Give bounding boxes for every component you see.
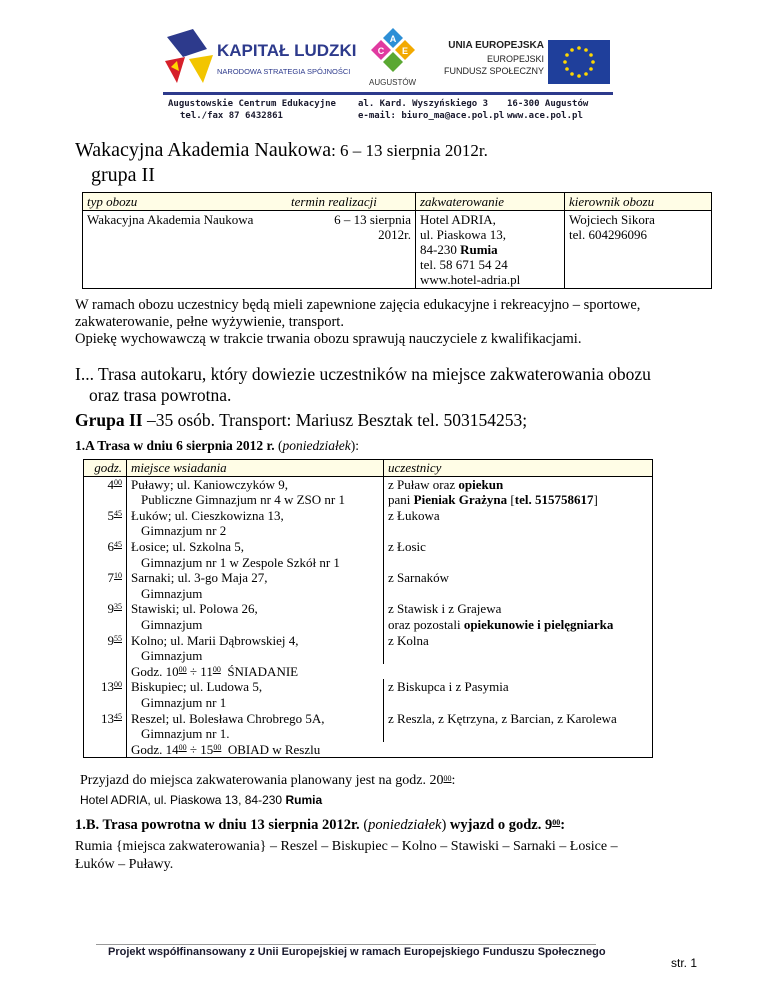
intro-line3: Opiekę wychowawczą w trakcie trwania obozu sprawują nauczyciele z kwalifikacjami. bbox=[75, 331, 582, 347]
footer-text: Projekt współfinansowany z Unii Europejskiej w ramach Europejskiego Funduszu Społecznego bbox=[108, 946, 606, 958]
route-a-table bbox=[83, 459, 653, 758]
return-route-line1: Rumia {miejsca zakwaterowania} – Reszel – Biskupiec – Kolno – Stawiski – Sarnaki – Łosice – bbox=[75, 839, 618, 854]
section-heading bbox=[75, 364, 651, 406]
intro-line1: W ramach obozu uczestnicy będą mieli zapewnione zajęcia edukacyjne i rekreacyjno – sportowe, bbox=[75, 297, 641, 313]
term-line1: 6 – 13 sierpnia bbox=[334, 212, 411, 227]
row-time: $13^{45}$ bbox=[84, 711, 127, 742]
row-participants: z Łukowa bbox=[384, 508, 653, 539]
table-row bbox=[84, 633, 653, 664]
row-participants: z Biskupca i z Pasymia bbox=[384, 679, 653, 710]
contact-postal: 16-300 Augustów bbox=[507, 99, 589, 109]
ue-line3: FUNDUSZ SPOŁECZNY bbox=[443, 66, 544, 76]
ace-letter-c: C bbox=[377, 46, 385, 56]
route-b-heading: 1.B. Trasa powrotna w dniu 13 sierpnia 2012r. (poniedziałek) wyjazd o godz. $9^{00}$: bbox=[75, 817, 566, 833]
ue-line2: EUROPEJSKI bbox=[486, 54, 544, 64]
ace-letter-e: E bbox=[401, 46, 409, 56]
ace-emblem bbox=[365, 26, 421, 76]
section-heading-line1: I... Trasa autokaru, który dowiezie uczestników na miejsce zakwaterowania obozu bbox=[75, 364, 651, 384]
breakfast: Godz. $10^{00} \div 11^{00}$ ŚNIADANIE bbox=[127, 664, 653, 680]
acc-line4: tel. 58 671 54 24 bbox=[420, 257, 508, 272]
arrival-info: Przyjazd do miejsca zakwaterowania planowany jest na godz. $20^{00}$: bbox=[80, 773, 456, 788]
header-divider bbox=[163, 92, 613, 95]
th-place: miejsce wsiadania bbox=[127, 460, 384, 477]
contact-block-1 bbox=[168, 98, 336, 122]
term bbox=[287, 211, 416, 289]
row-time: $13^{00}$ bbox=[84, 679, 127, 710]
row-place: Sarnaki; ul. 3-go Maja 27, Gimnazjum bbox=[127, 570, 384, 601]
row-place: Kolno; ul. Marii Dąbrowskiej 4, Gimnazjum bbox=[127, 633, 384, 664]
group-details: –35 osób. Transport: Mariusz Besztak tel. 503154253; bbox=[142, 410, 528, 430]
contact-block-3 bbox=[507, 98, 588, 122]
ue-logo bbox=[440, 40, 610, 90]
ace-caption: AUGUSTÓW bbox=[369, 78, 417, 87]
row-place: Łuków; ul. Cieszkowizna 13, Gimnazjum nr 2 bbox=[127, 508, 384, 539]
th-term: termin realizacji bbox=[287, 193, 416, 211]
row-participants: z Sarnaków bbox=[384, 570, 653, 601]
intro-line2: zakwaterowanie, pełne wyżywienie, transport. bbox=[75, 314, 344, 330]
row-place: Biskupiec; ul. Ludowa 5, Gimnazjum nr 1 bbox=[127, 679, 384, 710]
title-dates: : 6 – 13 sierpnia 2012r. bbox=[331, 141, 488, 160]
leader-phone: tel. 604296096 bbox=[569, 227, 647, 242]
page-title bbox=[75, 138, 488, 187]
section-heading-line2: oraz trasa powrotna. bbox=[89, 385, 232, 405]
row-place: Łosice; ul. Szkolna 5, Gimnazjum nr 1 w Zespole Szkół nr 1 bbox=[127, 539, 384, 570]
th-camp-type: typ obozu bbox=[83, 193, 288, 211]
camp-info-table bbox=[82, 192, 712, 289]
term-line2: 2012r. bbox=[378, 227, 411, 242]
row-time: $9^{35}$ bbox=[84, 601, 127, 632]
row-place: Puławy; ul. Kaniowczyków 9, Publiczne Gimnazjum nr 4 w ZSO nr 1 bbox=[127, 476, 384, 508]
row-participants: z Puław oraz opiekun pani Pieniak Grażyna [tel. 515758617] bbox=[384, 476, 653, 508]
row-time: $6^{45}$ bbox=[84, 539, 127, 570]
contact-website: www.ace.pol.pl bbox=[507, 111, 583, 121]
leader bbox=[565, 211, 712, 289]
kapital-ludzki-emblem bbox=[163, 27, 215, 85]
th-leader: kierownik obozu bbox=[565, 193, 712, 211]
arrival-address: Hotel ADRIA, ul. Piaskowa 13, 84-230 Rumia bbox=[80, 793, 323, 807]
contact-address: al. Kard. Wyszyńskiego 3 bbox=[358, 99, 489, 109]
row-participants: z Kolna bbox=[384, 633, 653, 664]
lunch: Godz. $14^{00} \div 15^{00}$ OBIAD w Reszlu bbox=[127, 742, 653, 758]
camp-type: Wakacyjna Akademia Naukowa bbox=[83, 211, 288, 289]
th-accommodation: zakwaterowanie bbox=[416, 193, 565, 211]
table-row bbox=[84, 570, 653, 601]
row-participants: z Stawisk i z Grajewa oraz pozostali opiekunowie i pielęgniarka bbox=[384, 601, 653, 632]
row-participants: z Łosic bbox=[384, 539, 653, 570]
kl-subtitle: NARODOWA STRATEGIA SPÓJNOŚCI bbox=[217, 67, 351, 76]
info-table-header bbox=[83, 193, 712, 211]
title-group: grupa II bbox=[91, 164, 155, 186]
acc-line5: www.hotel-adria.pl bbox=[420, 272, 521, 287]
return-route bbox=[75, 838, 715, 874]
accommodation bbox=[416, 211, 565, 289]
ace-logo bbox=[365, 26, 421, 90]
acc-line2: ul. Piaskowa 13, bbox=[420, 227, 506, 242]
leader-name: Wojciech Sikora bbox=[569, 212, 655, 227]
row-time: $9^{55}$ bbox=[84, 633, 127, 664]
info-table-row bbox=[83, 211, 712, 289]
meal-row-lunch bbox=[84, 742, 653, 758]
row-time: $5^{45}$ bbox=[84, 508, 127, 539]
eu-flag-icon bbox=[548, 40, 610, 84]
th-time: godz. bbox=[84, 460, 127, 477]
table-row bbox=[84, 679, 653, 710]
row-place: Stawiski; ul. Polowa 26, Gimnazjum bbox=[127, 601, 384, 632]
row-place: Reszel; ul. Bolesława Chrobrego 5A, Gimnazjum nr 1. bbox=[127, 711, 384, 742]
route-table-header bbox=[84, 460, 653, 477]
acc-line1: Hotel ADRIA, bbox=[420, 212, 496, 227]
row-time: $7^{10}$ bbox=[84, 570, 127, 601]
table-row bbox=[84, 539, 653, 570]
intro-paragraph bbox=[75, 297, 715, 348]
row-participants: z Reszla, z Kętrzyna, z Barcian, z Karolewa bbox=[384, 711, 653, 742]
route-a-heading: 1.A Trasa w dniu 6 sierpnia 2012 r. (poniedziałek): bbox=[75, 438, 360, 453]
ace-letter-a: A bbox=[389, 34, 397, 44]
th-participants: uczestnicy bbox=[384, 460, 653, 477]
return-route-line2: Łuków – Puławy. bbox=[75, 857, 174, 872]
page-number: str. 1 bbox=[671, 956, 698, 970]
table-row bbox=[84, 508, 653, 539]
table-row bbox=[84, 601, 653, 632]
row-time: $4^{00}$ bbox=[84, 476, 127, 508]
contact-org: Augustowskie Centrum Edukacyjne bbox=[168, 99, 336, 109]
kapital-ludzki-logo bbox=[163, 27, 373, 85]
contact-phone: tel./fax 87 6432861 bbox=[180, 111, 283, 121]
ue-line1: UNIA EUROPEJSKA bbox=[448, 40, 544, 51]
acc-line3: 84-230 Rumia bbox=[420, 242, 498, 257]
meal-row-breakfast bbox=[84, 664, 653, 680]
footer-divider bbox=[96, 944, 596, 945]
group-label: Grupa II bbox=[75, 410, 143, 430]
table-row bbox=[84, 711, 653, 742]
table-row bbox=[84, 476, 653, 508]
contact-block-2 bbox=[358, 98, 504, 122]
contact-email: e-mail: biuro_ma@ace.pol.pl bbox=[358, 111, 505, 121]
title-main: Wakacyjna Akademia Naukowa bbox=[75, 139, 332, 161]
kl-title: KAPITAŁ LUDZKI bbox=[217, 41, 357, 60]
group-transport bbox=[75, 410, 527, 431]
